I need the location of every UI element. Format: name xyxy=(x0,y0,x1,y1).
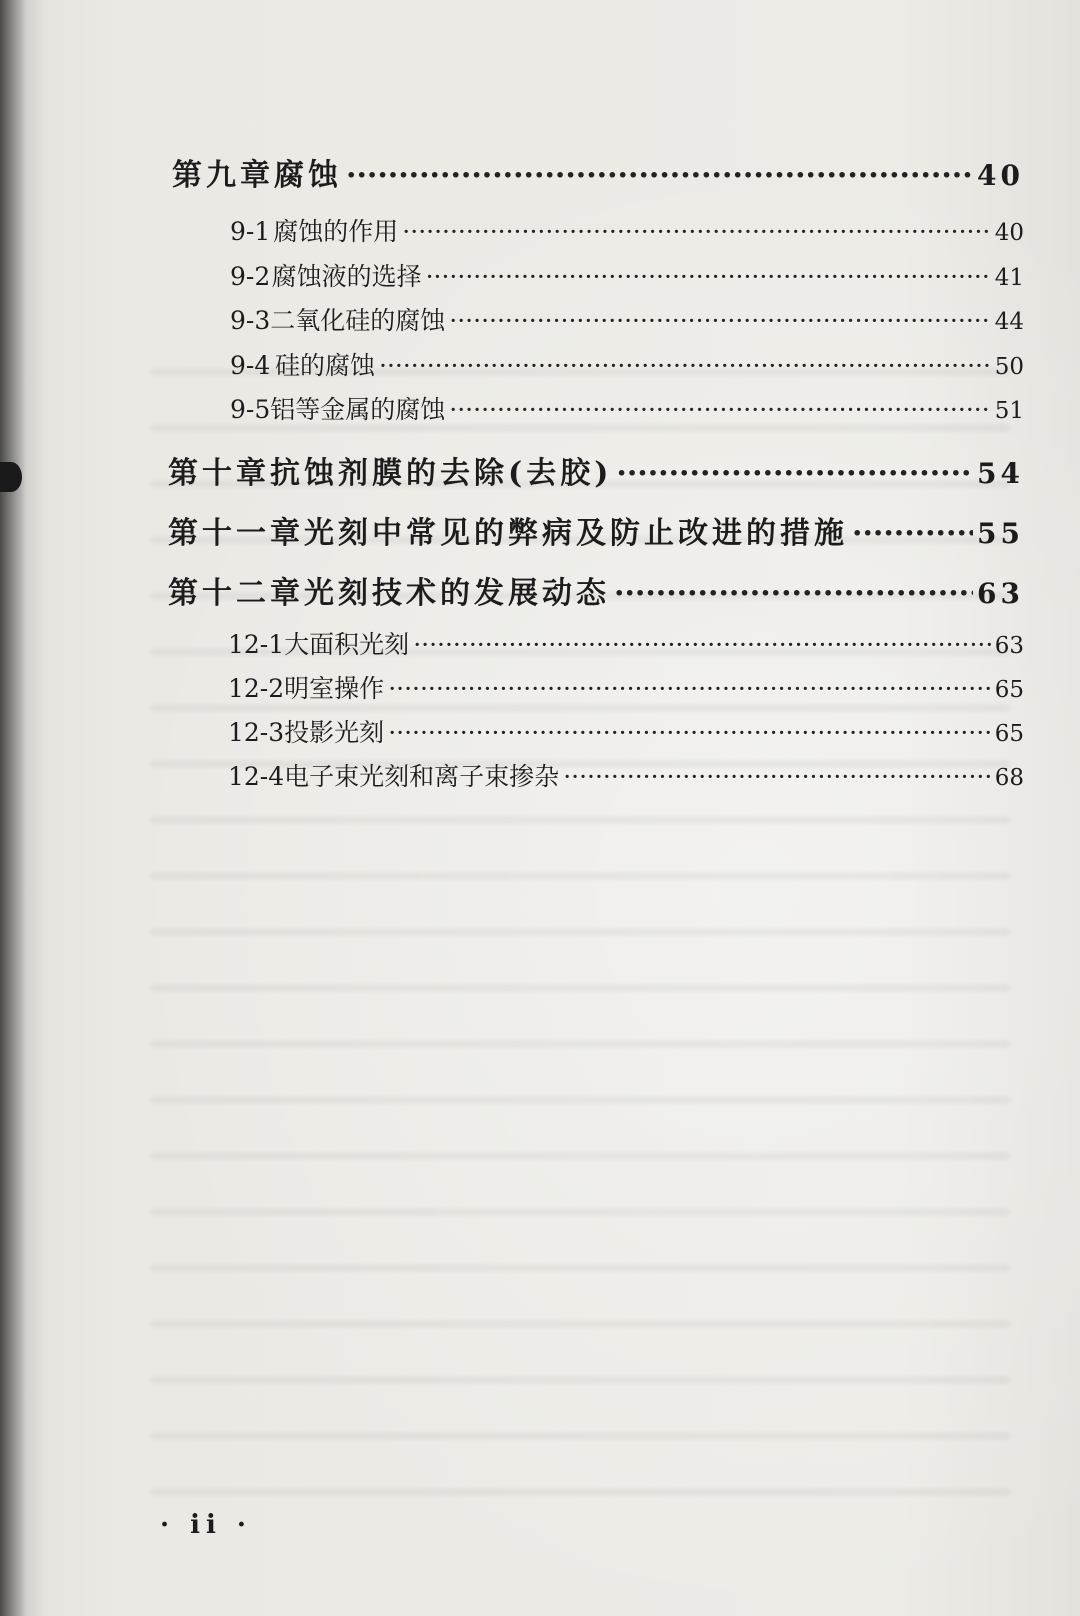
toc-section-9-1 xyxy=(230,212,1024,248)
page-number: 65 xyxy=(994,677,1024,703)
toc-chapter-9 xyxy=(172,150,1024,194)
section-title: 投影光刻 xyxy=(284,718,385,747)
toc-chapter-12 xyxy=(168,568,1024,612)
page-number: 54 xyxy=(977,457,1024,490)
section-title: 腐蚀的作用 xyxy=(273,217,399,246)
dot-leader xyxy=(426,262,991,291)
bleed-through-text xyxy=(150,330,1010,1510)
page-number: 41 xyxy=(994,265,1024,291)
section-title: 明室操作 xyxy=(284,674,385,703)
section-title: 电子束光刻和离子束掺杂 xyxy=(284,762,560,791)
dot-leader xyxy=(388,718,991,747)
chapter-number: 第十章 xyxy=(168,456,270,491)
page-number: 44 xyxy=(994,309,1024,335)
toc-section-9-5 xyxy=(230,390,1024,426)
chapter-number: 第十二章 xyxy=(168,576,304,611)
section-number: 12-3 xyxy=(228,718,285,747)
dot-leader xyxy=(388,674,991,703)
toc-section-12-2 xyxy=(228,669,1024,705)
toc-chapter-10 xyxy=(168,448,1024,492)
toc-chapter-11 xyxy=(168,508,1024,552)
page-number: 55 xyxy=(977,517,1024,550)
section-title: 铝等金属的腐蚀 xyxy=(270,395,446,424)
dot-leader xyxy=(402,217,990,246)
section-number: 12-4 xyxy=(228,762,285,791)
section-title: 硅的腐蚀 xyxy=(275,351,376,380)
page-number: 63 xyxy=(994,633,1024,659)
page-number: 50 xyxy=(994,354,1024,380)
toc-section-9-3 xyxy=(230,301,1024,337)
chapter-number: 第九章 xyxy=(172,158,274,193)
dot-leader xyxy=(449,395,990,424)
section-number: 9-1 xyxy=(230,217,271,246)
section-title: 大面积光刻 xyxy=(284,630,410,659)
toc-section-9-2 xyxy=(230,257,1024,293)
chapter-number: 第十一章 xyxy=(168,516,304,551)
toc-section-12-3 xyxy=(228,713,1024,749)
dot-leader xyxy=(614,576,973,611)
section-number: 9-4 xyxy=(230,351,271,380)
dot-leader xyxy=(852,516,973,551)
dot-leader xyxy=(413,630,991,659)
section-number: 12-2 xyxy=(228,674,285,703)
page-number: 51 xyxy=(994,398,1024,424)
page-number: 40 xyxy=(994,220,1024,246)
chapter-title: 抗蚀剂膜的去除(去胶) xyxy=(270,456,613,491)
page-number: 63 xyxy=(977,577,1024,610)
page-number: 40 xyxy=(977,159,1024,192)
toc-section-9-4 xyxy=(230,346,1024,382)
dot-leader xyxy=(449,306,990,335)
page-number: 68 xyxy=(994,765,1024,791)
binding-edge xyxy=(0,0,26,1616)
toc-section-12-4 xyxy=(228,757,1024,793)
toc-section-12-1 xyxy=(228,625,1024,661)
page-number-footer: · ii · xyxy=(160,1510,252,1540)
section-title: 腐蚀液的选择 xyxy=(271,262,422,291)
dot-leader xyxy=(616,456,973,491)
section-number: 9-2 xyxy=(230,262,271,291)
binding-hole-mark xyxy=(0,462,22,492)
section-number: 9-5 xyxy=(230,395,271,424)
dot-leader xyxy=(563,762,991,791)
chapter-title: 光刻技术的发展动态 xyxy=(304,576,610,611)
chapter-title: 腐蚀 xyxy=(274,158,342,193)
page-number: 65 xyxy=(994,721,1024,747)
chapter-title: 光刻中常见的弊病及防止改进的措施 xyxy=(304,516,848,551)
dot-leader xyxy=(346,158,973,193)
dot-leader xyxy=(379,351,991,380)
section-number: 12-1 xyxy=(228,630,285,659)
section-number: 9-3 xyxy=(230,306,271,335)
section-title: 二氧化硅的腐蚀 xyxy=(270,306,446,335)
